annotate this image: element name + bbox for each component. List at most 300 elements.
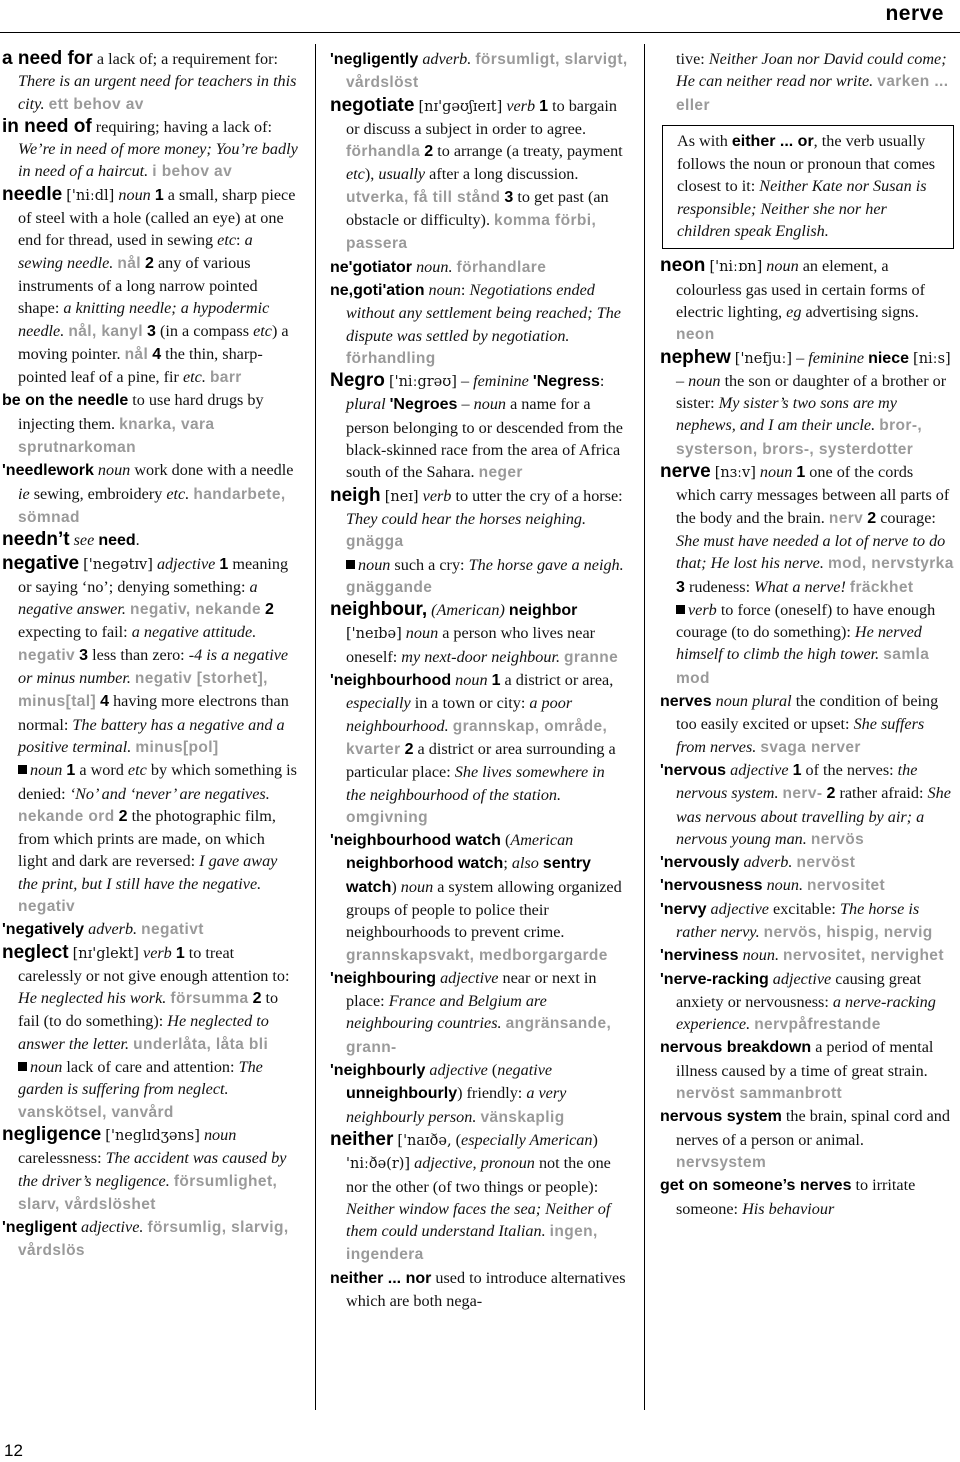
sense-number: 1 [539,97,549,115]
example-text: noun [118,185,151,204]
definition-text: : [236,231,245,250]
example-text: There is an urgent need for teachers in this city. [18,72,297,113]
dictionary-entry [2,918,298,941]
dictionary-entry [330,1059,628,1129]
sub-headword: neighborhood watch [346,855,504,873]
swedish-translation: nerv- [782,785,823,803]
example-text: etc [217,231,237,250]
sense-number: 1 [491,672,501,690]
definition-text: the photographic film, from which prints are made, on which light and dark are reversed: [18,806,276,871]
example-text: noun [759,463,793,482]
pronunciation: ['niːɒn] [709,259,763,276]
definition-text: excitable: [768,899,840,918]
column-3 [660,48,956,1220]
example-text: Negotiations ended without any settlement being reached; The dispute was settled by negotiation. [346,280,621,345]
dictionary-entry [330,256,628,279]
example-text: adjective [429,1061,488,1080]
example-text: ie [18,484,30,503]
swedish-translation: mod, nervstyrka [827,555,954,573]
sub-headword: nerves [660,693,712,711]
definition-text: a period of mental illness caused by a time of great strain. [676,1038,934,1080]
swedish-translation: granne [564,648,619,666]
headword: needn’t [2,529,70,551]
example-text: see [73,531,95,550]
definition-text: expecting to fail: [18,623,132,642]
sub-headword: 'nervy [660,900,707,918]
dictionary-entry [660,1174,956,1220]
swedish-translation: förhandling [346,349,436,367]
sense-number: 1 [796,464,806,482]
sub-headword: 'needlework [2,462,94,480]
definition-text: work done with a needle [130,461,294,480]
headword: negative [2,552,80,574]
example-text: etc [253,321,272,340]
swedish-translation: ett behov av [48,95,144,113]
example-text: (American) [431,601,505,620]
bullet-icon [18,1062,27,1071]
example-text: She was nervous about travelling by air; a nervous young man. [676,784,951,848]
definition-text: a small, sharp piece of steel with a hole (called an eye) at one end for thread, used in sewing [18,185,296,250]
example-text: They could hear the horses neighing. [346,509,587,528]
dictionary-entry [660,759,956,851]
dictionary-entry [2,184,298,390]
example-text: etc. [166,484,190,503]
headword: needle [2,183,63,205]
dictionary-entry [660,944,956,967]
example-text: verb [688,600,717,619]
example-text: a very neighbourly person. [346,1084,567,1126]
example-text: the nervous system. [676,760,918,803]
sub-headword: 'nerve-racking [660,970,769,988]
dictionary-entry [660,898,956,945]
dictionary-entry [330,1129,628,1267]
example-text: a negative answer. [18,577,258,619]
sense-number: 1 [175,944,185,962]
sense-number: 2 [404,740,414,758]
example-text: adjective, pronoun [414,1154,535,1173]
example-text: especially American [461,1130,593,1149]
swedish-translation: neger [478,464,523,482]
sub-headword: neither ... nor [330,1269,432,1287]
definition-text: rather afraid: [835,784,928,803]
example-text: noun [400,877,434,896]
definition-text: requiring; having a lack of: [91,117,272,136]
swedish-translation: försumlig, slarvig, vårdslös [18,1219,289,1260]
sub-headword: neighbor [508,602,578,620]
sense-number: 1 [66,762,76,780]
example-text: adjective [710,899,769,918]
column-divider-1 [315,44,316,1410]
swedish-translation: grannskap, område, kvarter [346,717,608,758]
sense-number: 2 [867,509,877,527]
example-text: noun [428,280,461,299]
dictionary-entry [660,48,956,117]
sub-headword: 'Negroes [389,396,458,414]
swedish-translation: nervsystem [676,1153,767,1171]
example-text: The horse is rather nervy. [676,899,920,941]
swedish-translation: angränsande, grann- [346,1015,612,1056]
example-text: My sister’s two sons are my nephews, and I am their uncle. [676,394,897,435]
definition-text: near or next in place: [346,968,597,1011]
example-text: my next-door neighbour. [401,647,560,666]
dictionary-entry [2,48,298,116]
column-divider-2 [644,44,645,1410]
dictionary-entry [660,690,956,759]
sub-headword: 'nervous [660,761,727,779]
example-text: She lives somewhere in the neighbourhood of the station. [346,763,605,804]
sub-headword: 'negatively [2,921,85,939]
example-text: verb [143,943,172,962]
definition-text: a word [75,761,128,780]
example-text: noun. [766,876,803,895]
example-text: He nerved himself to climb the high tower. [676,623,922,664]
example-text: The battery has a negative and a positive terminal. [18,715,285,756]
example-text: negative [497,1061,553,1080]
swedish-translation: nekande ord [18,807,115,825]
definition-text: . [135,531,140,550]
definition-text: having more electrons than normal: [18,692,289,734]
swedish-translation: nål [124,345,149,363]
dictionary-entry [660,599,956,690]
example-text: also [511,854,539,873]
dictionary-entry [660,461,956,599]
definition-text: ; [503,854,512,873]
swedish-translation: nervöst [796,854,856,872]
definition-text: a person who lives near oneself: [346,624,596,666]
swedish-translation: knarka, vara sprutnarkoman [18,415,215,457]
pronunciation: ['nefjuː] [734,350,793,367]
swedish-translation: nervositet, nervighet [783,947,944,965]
headword: neon [660,255,706,277]
example-text: American [510,831,574,850]
example-text: What a nerve! [754,577,846,596]
definition-text: one of the cords which carry messages between all parts of the body and the brain. [676,463,950,527]
dictionary-entry [330,279,628,370]
example-text: feminine [473,372,529,391]
swedish-translation: minus[pol] [135,738,219,756]
sense-number: 3 [79,646,89,664]
column-2 [330,48,628,1312]
dictionary-entry [660,1036,956,1105]
definition-text: of the nerves: [801,760,898,779]
dictionary-entry [2,759,298,918]
dictionary-entry [330,95,628,256]
bullet-icon [18,765,27,774]
dictionary-entry [2,1056,298,1124]
example-text: noun [455,671,488,690]
example-text: verb [422,486,452,505]
sub-headword: need [98,532,136,550]
sub-headword: 'negligently [330,51,419,68]
headword: negotiate [330,94,415,116]
swedish-translation: negativt [141,921,204,939]
sub-headword: nervous system [660,1108,782,1126]
definition-text: , the verb usually follows the noun or pronoun that comes closest to it: [677,131,936,196]
bullet-icon [676,605,685,614]
swedish-translation: gnägga [346,533,404,551]
sense-number: 4 [100,693,110,711]
definition-text: after a long discussion. [425,165,579,184]
example-text: feminine [808,348,865,367]
definition-text: to fail (to do something): [18,989,279,1031]
definition-text: used to introduce alternatives which are both nega- [346,1268,626,1311]
definition-text: courage: [876,508,936,527]
swedish-translation: samla mod [676,646,930,687]
headword: neither [330,1128,394,1150]
swedish-translation: negativ [18,646,76,664]
pronunciation: [neɪ] [384,488,419,505]
pronunciation: ['neɪbə] [346,626,402,643]
sub-headword: 'neighbourhood [330,672,452,690]
definition-text: ) [391,877,401,896]
example-text: noun [30,1058,63,1077]
definition-text: in a town or city: [410,694,530,713]
example-text: adjective [440,968,499,987]
dictionary-entry [330,967,628,1059]
example-text: etc [127,761,147,780]
definition-text: the condition of being too easily excited or upset: [676,692,939,734]
definition-text: a name for a person belonging to or descended from the black-skinned race from the area of Africa south of the Sahara. [346,395,623,482]
definition-text: sewing, embroidery [29,484,167,503]
example-text: noun [473,395,507,414]
column-3-entries [660,255,956,1219]
example-text: adverb. [88,920,138,939]
sense-number: 2 [118,807,128,825]
sub-headword: ne,goti'ation [330,281,425,299]
example-text: adverb. [422,50,472,68]
dictionary-entry [330,1267,628,1313]
example-text: noun. [742,946,779,965]
pronunciation: 'niːðə(r)] [346,1156,411,1173]
sub-headword: be on the needle [2,392,129,410]
example-text: especially [346,694,411,713]
definition-text: such a cry: [390,555,469,574]
example-text: France and Belgium are neighbouring countries. [346,992,547,1033]
example-text: noun [358,555,391,574]
swedish-translation: nervpåfrestande [754,1016,881,1034]
headword: negligence [2,1123,102,1145]
pronunciation: [niːs] [913,350,951,367]
swedish-translation: nervös, hispig, nervig [763,923,933,941]
definition-text: ( [487,1061,498,1080]
column-3-intro [660,48,956,117]
headword: a need for [2,48,93,69]
sub-headword: 'nervously [660,854,740,872]
example-text: adjective [156,554,216,573]
sub-headword: either ... or [731,132,814,150]
swedish-translation: gnäggande [346,578,433,596]
sub-headword: 'Negress [532,373,600,391]
swedish-translation: nervös [810,830,865,848]
swedish-translation: nervöst sammanbrott [676,1085,843,1103]
sense-number: 1 [154,186,164,204]
dictionary-entry [2,389,298,459]
definition-text: a lack of; a requirement for: [92,50,278,68]
headword: in need of [2,115,92,137]
example-text: Neither Joan nor David could come; He can neither read nor write. [676,50,947,91]
swedish-translation: förhandla [346,143,421,161]
dictionary-entry [330,669,628,829]
example-text: noun plural [715,692,792,711]
swedish-translation: försumma [170,990,249,1008]
definition-text: ) a moving pointer. [18,321,289,363]
definition-text: tive: [676,50,709,68]
swedish-translation: negativ, nekande [129,601,261,619]
dictionary-entry [660,874,956,897]
definition-text: advertising signs. [801,302,919,321]
pronunciation: [nɜːv] [714,465,756,482]
example-text: noun. [416,257,453,276]
definition-text: ( [451,1130,462,1149]
definition-text: ) friendly: [457,1084,527,1103]
definition-text: lack of care and attention: [62,1058,239,1077]
definition-text: to get past (an obstacle or difficulty). [346,187,609,230]
example-text: eg [786,302,802,321]
example-text: We’re in need of more money; You’re badly in need of a haircut. [18,140,298,181]
sense-number: 1 [219,555,229,573]
definition-text: an element, a colourless gas used in certain forms of electric lighting, [676,257,926,321]
dictionary-entry [2,942,298,1056]
example-text: a sewing needle. [18,231,253,272]
header-rule [0,32,960,33]
definition-text: ), [364,165,379,184]
sense-number: 2 [424,143,434,161]
swedish-translation: komma förbi, passera [346,212,597,253]
definition-text: ) [592,1130,598,1149]
swedish-translation: neon [676,326,715,344]
definition-text: not the one nor the other (of two things or people): [346,1154,611,1196]
dictionary-entry [2,116,298,184]
sense-number: 2 [252,990,262,1008]
sub-headword: get on someone’s nerves [660,1177,852,1195]
dictionary-entry [660,851,956,874]
sub-headword: 'nerviness [660,947,739,965]
dictionary-entry [2,529,298,552]
definition-text: to bargain or discuss a subject in order to agree. [346,96,617,138]
swedish-translation: fräckhet [849,578,914,596]
example-text: plural [346,395,386,414]
pronunciation: ['niːdl] [66,187,115,204]
swedish-translation: i behov av [152,163,233,181]
example-text: adjective [730,760,789,779]
pronunciation: ['neglɪdʒəns] [105,1127,200,1144]
sense-number: 3 [147,322,156,340]
sub-headword: unneighbourly [346,1085,458,1103]
example-text: a negative attitude. [131,623,257,642]
example-text: -4 is a negative or minus number. [18,645,289,688]
swedish-translation: negativ [storhet], minus[tal] [18,670,268,711]
sense-number: 2 [826,785,836,803]
example-text: noun [766,257,799,276]
swedish-translation: nerv [828,509,864,527]
example-text: etc. [182,368,206,387]
column-1 [2,48,298,1263]
sub-headword: sentry watch [346,855,591,896]
definition-text: : [599,372,605,391]
sub-headword: 'nervousness [660,877,763,895]
headword: nerve [660,461,711,483]
example-text: The garden is suffering from neglect. [18,1058,263,1099]
sense-number: 4 [152,345,162,363]
definition-text: a district or area, [500,671,614,690]
sub-headword: 'negligent [2,1219,77,1237]
sense-number: 3 [504,188,514,206]
headword: neglect [2,941,69,963]
swedish-translation: förhandlare [456,258,547,276]
definition-text: a district or area surrounding a particular place: [346,739,616,782]
sub-headword: ne'gotiator [330,258,413,276]
example-text: He neglected to answer the letter. [18,1012,269,1053]
example-text: verb [506,96,536,115]
example-text: adjective [772,969,832,988]
swedish-translation: försumlighet, slarv, vårdslöshet [18,1172,278,1213]
example-text: a nerve-racking experience. [676,992,936,1034]
swedish-translation: vänskaplig [480,1108,565,1126]
dictionary-entry [2,459,298,529]
swedish-translation: svaga nerver [760,738,861,756]
dictionary-entry [660,347,956,461]
sense-number: 1 [792,761,802,779]
dictionary-entry [330,485,628,554]
sense-number: 3 [676,578,685,596]
dictionary-entry [330,554,628,600]
sub-headword: 'neighbouring [330,969,437,987]
example-text: noun [405,624,439,643]
dictionary-entry [2,1124,298,1216]
definition-text: by which something is denied: [18,761,297,803]
definition-text: meaning or saying ‘no’; denying something: [18,554,289,596]
headword: Negro [330,370,385,392]
definition-text: a system allowing organized groups of people to police their neighbourhoods to prevent crime. [346,877,622,942]
swedish-translation: utverka, få till stånd [346,188,501,206]
definition-text: As with [677,131,732,150]
sub-headword: nervous breakdown [660,1039,812,1057]
example-text: adjective. [80,1218,144,1237]
example-text: noun [203,1125,237,1144]
swedish-translation: handarbete, sömnad [18,485,286,526]
dictionary-entry [330,370,628,484]
dictionary-entry [330,48,628,95]
definition-text: to treat carelessly or not give enough attention to: [18,943,290,985]
swedish-translation: nål [117,254,141,272]
definition-text: – [457,395,474,414]
swedish-translation: nål, kanyl [68,322,143,340]
example-text: noun [30,761,63,780]
sub-headword: 'neighbourly [330,1062,426,1080]
swedish-translation: grannskapsvakt, medborgargarde [346,946,608,964]
sense-number: 2 [145,254,154,272]
guide-word: nerve [885,2,944,25]
definition-text: ( [500,831,511,850]
dictionary-entry [660,968,956,1037]
page-number: 12 [4,1441,23,1460]
definition-text: rudeness: [684,577,755,596]
dictionary-entry [330,829,628,967]
sub-headword: niece [868,349,909,367]
swedish-translation: barr [209,369,242,387]
definition-text: the thin, sharp-pointed leaf of a pine, fir [18,344,263,387]
example-text: adverb. [743,853,793,872]
example-text: a poor neighbourhood. [346,694,573,735]
pronunciation: ['naɪðə, [397,1132,452,1149]
headword: nephew [660,346,731,368]
swedish-translation: ingen, ingendera [346,1223,598,1264]
swedish-translation: vanskötsel, vanvård [18,1103,174,1121]
definition-text: to use hard drugs by injecting them. [18,391,264,433]
headword: neighbour, [330,599,428,621]
example-text: etc [346,165,365,184]
sub-headword: 'neighbourhood watch [330,832,501,850]
